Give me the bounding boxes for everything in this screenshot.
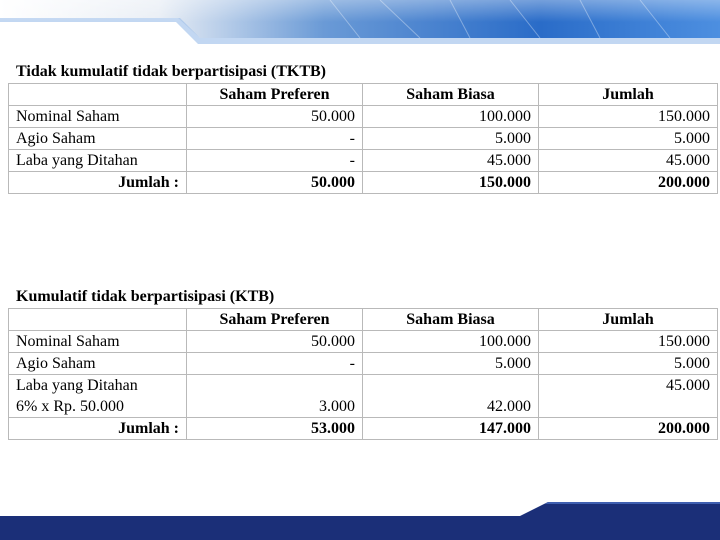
cell-biasa: 5.000 (363, 353, 539, 375)
laba-label-line2: 6% x Rp. 50.000 (16, 398, 124, 415)
header-saham-preferen: Saham Preferen (187, 309, 363, 331)
cell-preferen: - (187, 150, 363, 172)
cell-jumlah: 150.000 (539, 331, 718, 353)
cell-preferen: 50.000 (187, 331, 363, 353)
footer-band (0, 500, 720, 540)
total-jumlah: 200.000 (539, 172, 718, 194)
row-label: Agio Saham (9, 128, 187, 150)
cell-preferen: - (187, 128, 363, 150)
cell-biasa: 100.000 (363, 106, 539, 128)
row-label (9, 375, 187, 418)
cell-jumlah: 5.000 (539, 128, 718, 150)
cell-biasa: 45.000 (363, 150, 539, 172)
section-title-tktb: Tidak kumulatif tidak berpartisipasi (TKTB) (16, 63, 326, 80)
total-jumlah: 200.000 (539, 418, 718, 440)
table-row (9, 150, 718, 172)
cell-preferen: - (187, 353, 363, 375)
cell-jumlah: 45.000 (539, 375, 718, 418)
cell-preferen: 50.000 (187, 106, 363, 128)
table-total-row (9, 172, 718, 194)
header-blank (9, 84, 187, 106)
cell-jumlah: 45.000 (539, 150, 718, 172)
table-tktb (8, 83, 718, 194)
cell-jumlah: 150.000 (539, 106, 718, 128)
total-biasa: 147.000 (363, 418, 539, 440)
table-row (9, 331, 718, 353)
row-label: Nominal Saham (9, 331, 187, 353)
total-biasa: 150.000 (363, 172, 539, 194)
table-row (9, 128, 718, 150)
cell-biasa: 5.000 (363, 128, 539, 150)
table-header-row (9, 84, 718, 106)
table-row (9, 353, 718, 375)
header-saham-biasa: Saham Biasa (363, 309, 539, 331)
table-ktb (8, 308, 718, 440)
cell-jumlah: 5.000 (539, 353, 718, 375)
total-preferen: 53.000 (187, 418, 363, 440)
row-label: Laba yang Ditahan (9, 150, 187, 172)
header-saham-biasa: Saham Biasa (363, 84, 539, 106)
total-preferen: 50.000 (187, 172, 363, 194)
laba-label-line1: Laba yang Ditahan (16, 377, 138, 394)
cell-preferen: 3.000 (187, 375, 363, 418)
row-label: Nominal Saham (9, 106, 187, 128)
table-row (9, 375, 718, 418)
row-label: Agio Saham (9, 353, 187, 375)
total-label: Jumlah : (9, 418, 187, 440)
header-jumlah: Jumlah (539, 309, 718, 331)
table-header-row (9, 309, 718, 331)
cell-biasa: 100.000 (363, 331, 539, 353)
table-row (9, 106, 718, 128)
header-blank (9, 309, 187, 331)
total-label: Jumlah : (9, 172, 187, 194)
header-saham-preferen: Saham Preferen (187, 84, 363, 106)
table-total-row (9, 418, 718, 440)
header-jumlah: Jumlah (539, 84, 718, 106)
cell-biasa: 42.000 (363, 375, 539, 418)
section-title-ktb: Kumulatif tidak berpartisipasi (KTB) (16, 288, 275, 305)
header-banner (0, 0, 720, 60)
